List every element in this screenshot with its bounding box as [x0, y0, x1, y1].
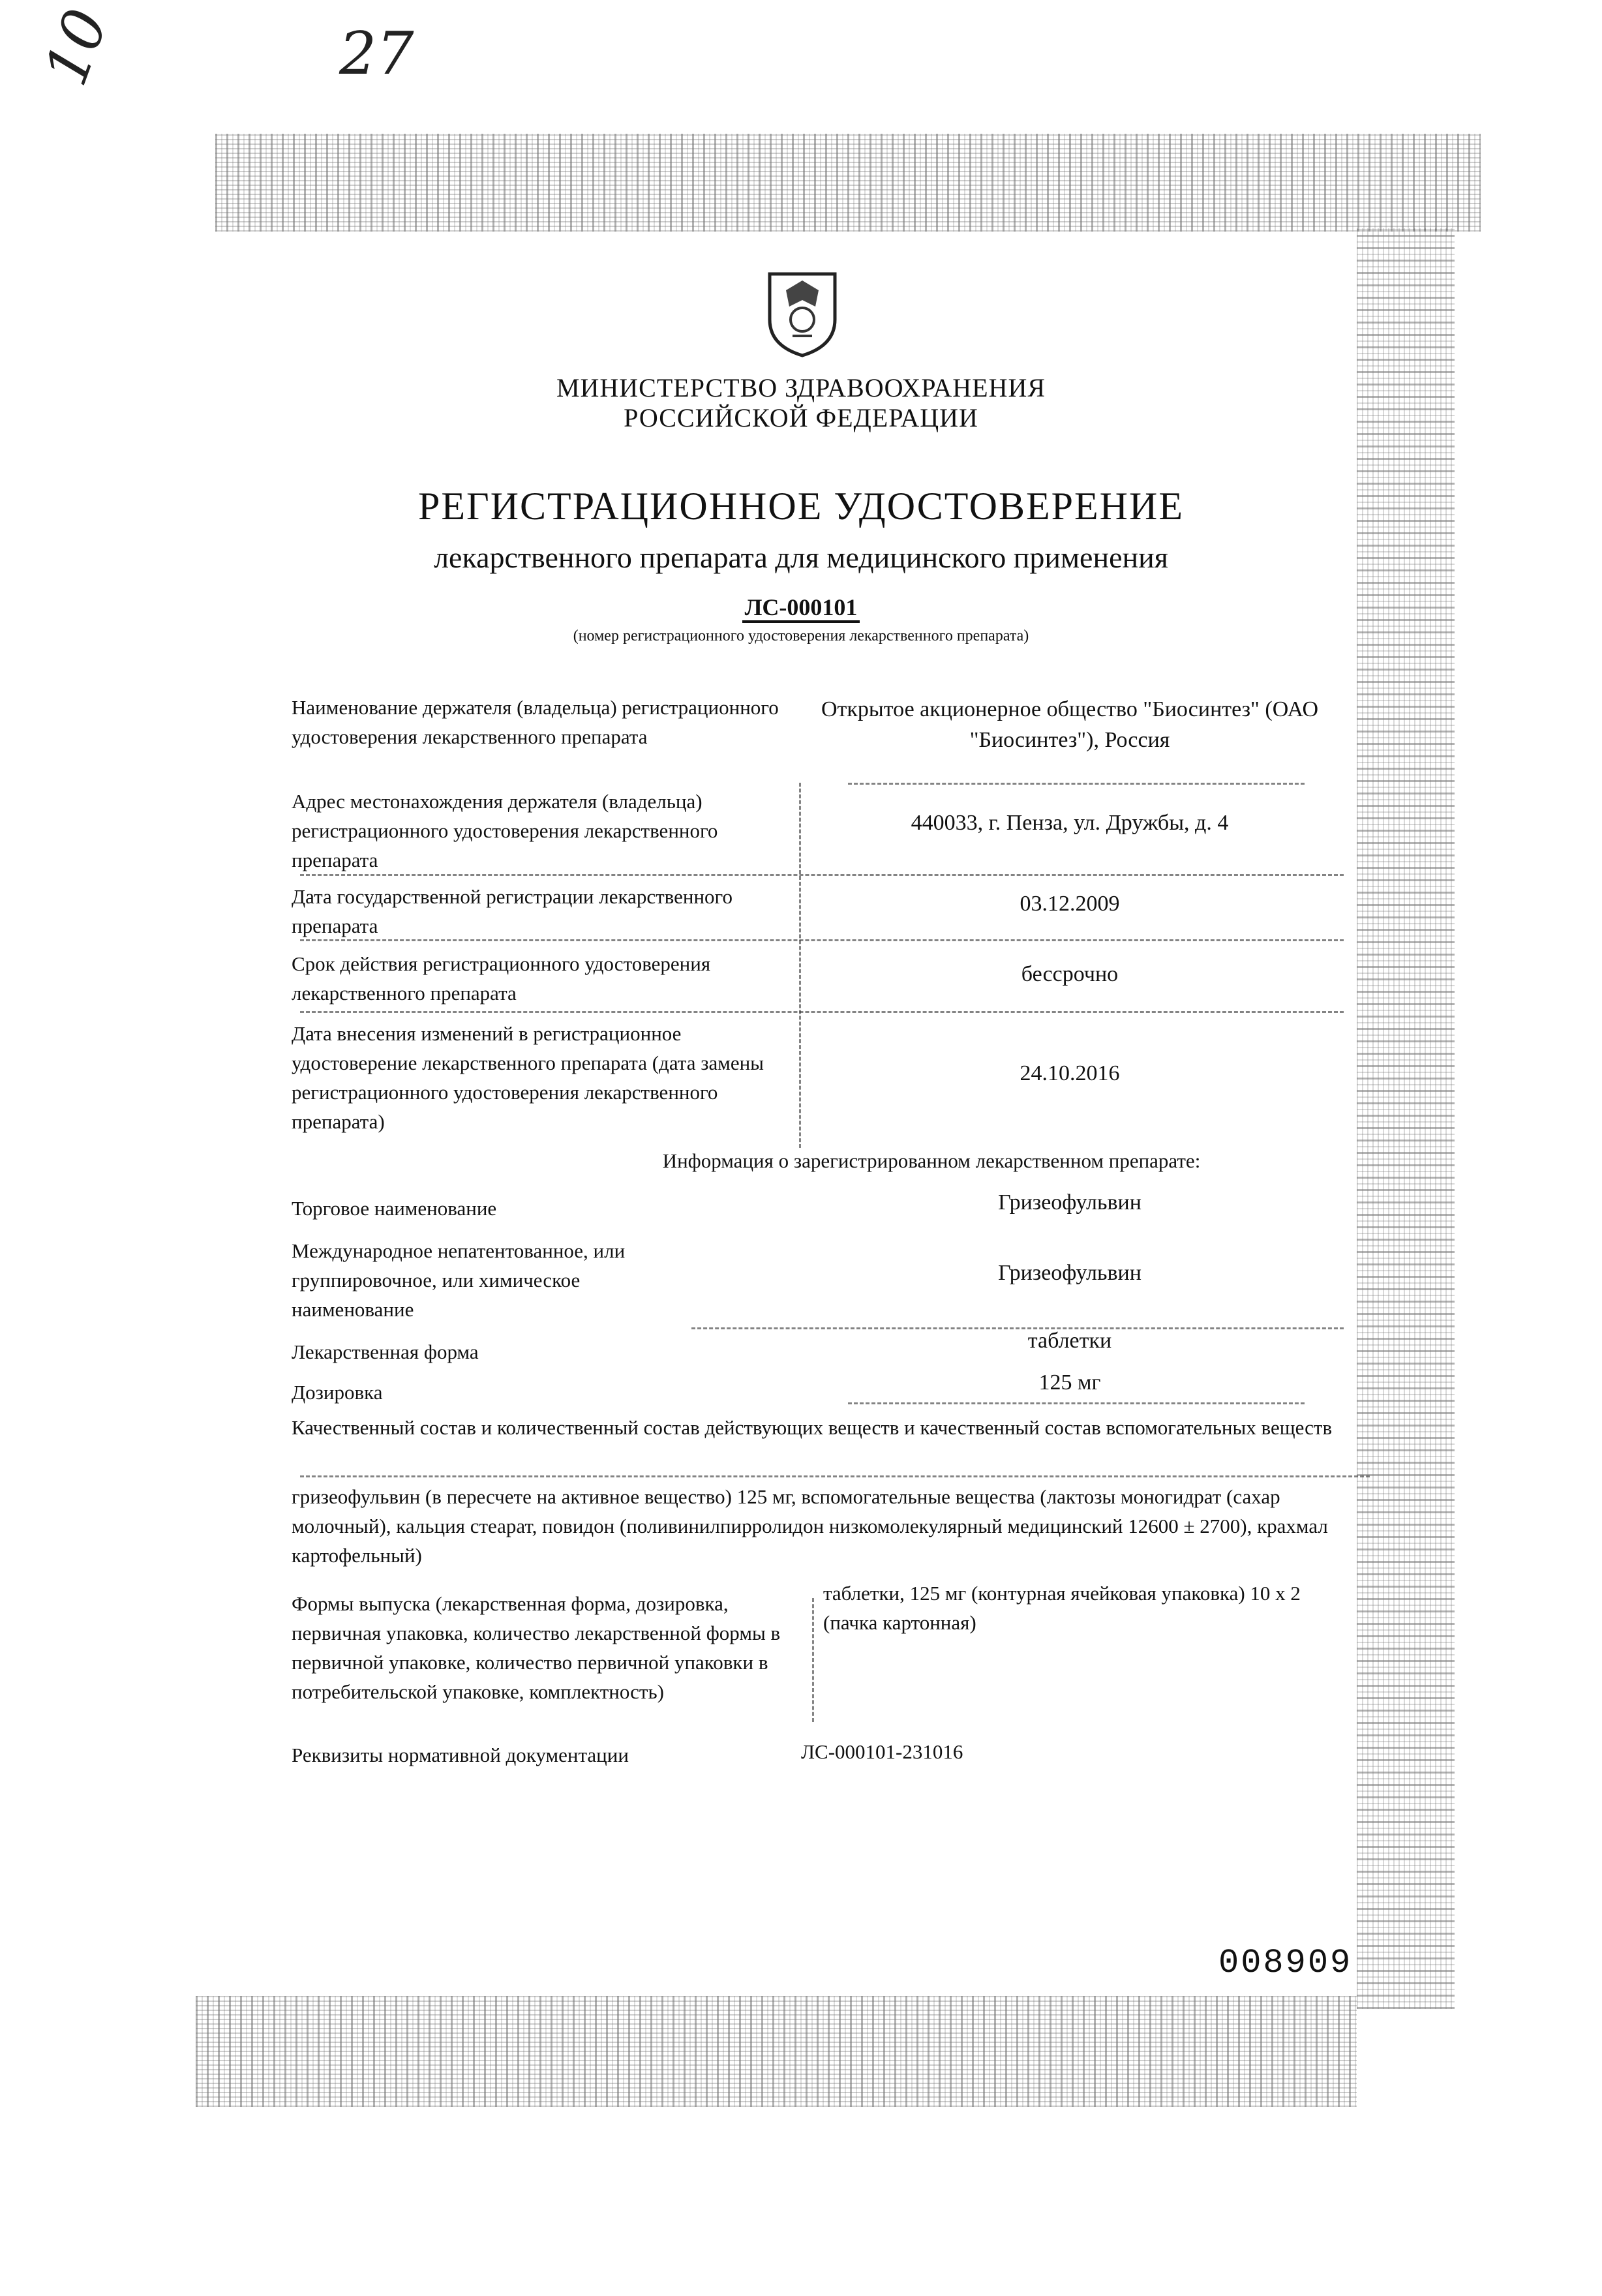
inn-label: Международное непатентованное, или группировочное, или химическое наименование: [292, 1239, 626, 1321]
validity-label: Срок действия регистрационного удостоверения лекарственного препарата: [292, 952, 711, 1004]
composition-heading: Качественный состав и количественный состав действующих веществ и качественный состав вспомогательных веществ: [292, 1416, 1333, 1439]
row-divider: [300, 1475, 1370, 1477]
row-divider: [300, 939, 1344, 941]
holder-address-label: Адрес местонахождения держателя (владельца) регистрационного удостоверения лекарственного препарата: [292, 790, 718, 871]
row-divider: [848, 783, 1305, 785]
dosage-form-label: Лекарственная форма: [292, 1340, 479, 1363]
handwritten-mark-left: 10: [31, 0, 122, 95]
form-serial-number: 008909: [1218, 1944, 1353, 1982]
column-divider: [812, 1598, 814, 1722]
document-subtitle: лекарственного препарата для медицинского применения: [434, 541, 1168, 574]
bottom-border-ornament: [196, 1996, 1357, 2107]
column-divider: [799, 783, 801, 1148]
document-title: РЕГИСТРАЦИОННОЕ УДОСТОВЕРЕНИЕ: [418, 485, 1184, 528]
row-divider: [300, 1011, 1344, 1013]
holder-address-value: 440033, г. Пенза, ул. Дружбы, д. 4: [911, 811, 1229, 835]
dosage-value: 125 мг: [1038, 1370, 1101, 1395]
registration-date-value: 03.12.2009: [1020, 892, 1120, 916]
trade-name-value: Гризеофульвин: [998, 1190, 1141, 1215]
drug-info-heading: Информация о зарегистрированном лекарственном препарате:: [662, 1149, 1201, 1172]
certificate-number-value: ЛС-000101: [742, 594, 860, 623]
normative-doc-value: ЛС-000101-231016: [801, 1740, 963, 1763]
composition-text: гризеофульвин (в пересчете на активное вещество) 125 мг, вспомогательные вещества (лактозы моногидрат (сахар молочный), кальция стеарат, повидон (поливинилпирролидон низкомолекулярный медицинский 12600 ± 2700), крахмал картофельный): [292, 1485, 1328, 1567]
validity-value: бессрочно: [1021, 962, 1119, 986]
certificate-number: [0, 594, 1602, 621]
trade-name-label: Торговое наименование: [292, 1197, 497, 1220]
handwritten-mark-middle: 27: [339, 20, 414, 88]
ministry-name-line2: РОССИЙСКОЙ ФЕДЕРАЦИИ: [624, 403, 978, 432]
registration-date-label: Дата государственной регистрации лекарственного препарата: [292, 885, 733, 937]
dosage-form-value: таблетки: [1027, 1329, 1112, 1353]
normative-doc-label: Реквизиты нормативной документации: [292, 1744, 629, 1766]
amendment-date-label: Дата внесения изменений в регистрационное удостоверение лекарственного препарата (дата замены регистрационного удостоверения лекарственного препарата): [292, 1022, 764, 1133]
ministry-name-line1: МИНИСТЕРСТВО ЗДРАВООХРАНЕНИЯ: [556, 373, 1046, 402]
dosage-label: Дозировка: [292, 1381, 383, 1404]
holder-name-value: Открытое акционерное общество "Биосинтез" (ОАО "Биосинтез"), Россия: [821, 697, 1319, 752]
holder-name-label: Наименование держателя (владельца) регистрационного удостоверения лекарственного препарата: [292, 696, 779, 748]
top-border-ornament: [215, 134, 1481, 232]
row-divider: [300, 874, 1344, 876]
row-divider: [848, 1402, 1305, 1404]
release-form-value: таблетки, 125 мг (контурная ячейковая упаковка) 10 х 2 (пачка картонная): [823, 1582, 1301, 1634]
amendment-date-value: 24.10.2016: [1020, 1061, 1120, 1085]
certificate-number-caption: (номер регистрационного удостоверения лекарственного препарата): [573, 627, 1029, 644]
inn-value: Гризеофульвин: [998, 1261, 1141, 1285]
release-form-label: Формы выпуска (лекарственная форма, дозировка, первичная упаковка, количество лекарственной формы в первичной упаковке, количество первичной упаковки в потребительской упаковке, комплектность): [292, 1592, 781, 1703]
coat-of-arms-emblem: [757, 261, 848, 359]
